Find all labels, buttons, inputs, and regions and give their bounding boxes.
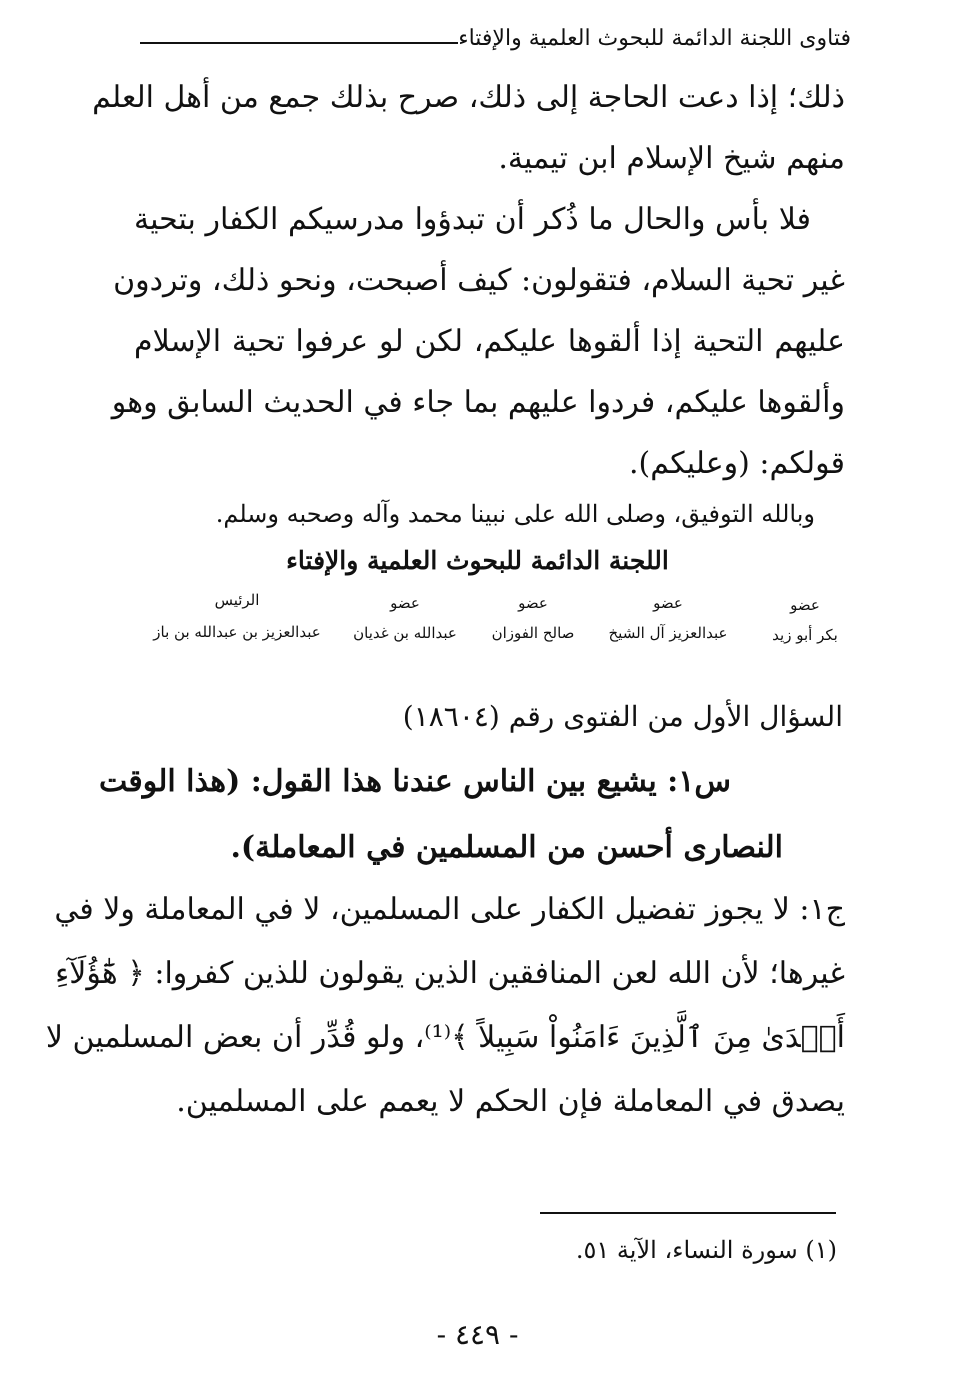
header-rule	[140, 42, 458, 44]
paragraph-line: عليهم التحية إذا ألقوها عليكم، لكن لو عرفوا تحية الإسلام	[134, 324, 845, 359]
member-name: بكر أبو زيد	[772, 626, 838, 644]
paragraph-line: قولكم: (وعليكم).	[628, 446, 845, 481]
member-role: عضو	[653, 594, 683, 612]
page-number: - ٤٤٩ -	[436, 1318, 519, 1351]
question-line: س١: يشيع بين الناس عندنا هذا القول: (هذا الوقت	[98, 764, 731, 799]
member-role: عضو	[790, 596, 820, 614]
footnote-rule	[540, 1212, 836, 1214]
question-line: النصارى أحسن من المسلمين في المعاملة).	[230, 830, 783, 865]
answer-line: يصدق في المعاملة فإن الحكم لا يعمم على المسلمين.	[176, 1084, 845, 1119]
answer-line: أَهۡدَىٰ مِنَ ٱلَّذِينَ ءَامَنُواْ سَبِيلاً ﴾⁽¹⁾، ولو قُدِّر أن بعض المسلمين لا	[45, 1020, 845, 1055]
closing-line: وبالله التوفيق، وصلى الله على نبينا محمد وآله وصحبه وسلم.	[215, 500, 815, 528]
committee-member	[478, 594, 588, 642]
paragraph-line: فلا بأس والحال ما ذُكر أن تبدؤوا مدرسيكم الكفار بتحية	[134, 202, 811, 237]
footnote: (١) سورة النساء، الآية ٥١.	[575, 1236, 837, 1264]
paragraph-line: ذلك؛ إذا دعت الحاجة إلى ذلك، صرح بذلك جمع من أهل العلم	[92, 80, 845, 115]
answer-line: غيرها؛ لأن الله لعن المنافقين الذين يقولون للذين كفروا: ﴿ هَٰٓؤُلَآءِ	[55, 956, 845, 991]
committee-member	[142, 591, 332, 641]
member-name: عبدالعزيز بن عبدالله بن باز	[153, 623, 321, 641]
paragraph-line: وألقوها عليكم، فردوا عليهم بما جاء في الحديث السابق وهو	[111, 385, 845, 420]
paragraph-line: غير تحية السلام، فتقولون: كيف أصبحت، ونحو ذلك، وتردون	[113, 263, 845, 298]
member-role: عضو	[390, 594, 420, 612]
committee-member	[750, 596, 860, 644]
member-name: صالح الفوزان	[491, 624, 575, 642]
committee-title: اللجنة الدائمة للبحوث العلمية والإفتاء	[286, 546, 669, 575]
member-name: عبدالله بن غديان	[353, 624, 457, 642]
committee-member	[340, 594, 470, 642]
member-role: الرئيس	[214, 591, 260, 609]
paragraph-line: منهم شيخ الإسلام ابن تيمية.	[498, 141, 845, 176]
member-role: عضو	[518, 594, 548, 612]
member-name: عبدالعزيز آل الشيخ	[608, 624, 728, 642]
committee-member	[588, 594, 748, 642]
running-header: فتاوى اللجنة الدائمة للبحوث العلمية والإفتاء	[458, 26, 851, 51]
answer-line: ج١: لا يجوز تفضيل الكفار على المسلمين، لا في المعاملة ولا في	[54, 892, 845, 927]
fatwa-heading: السؤال الأول من الفتوى رقم (١٨٦٠٤)	[402, 700, 843, 733]
